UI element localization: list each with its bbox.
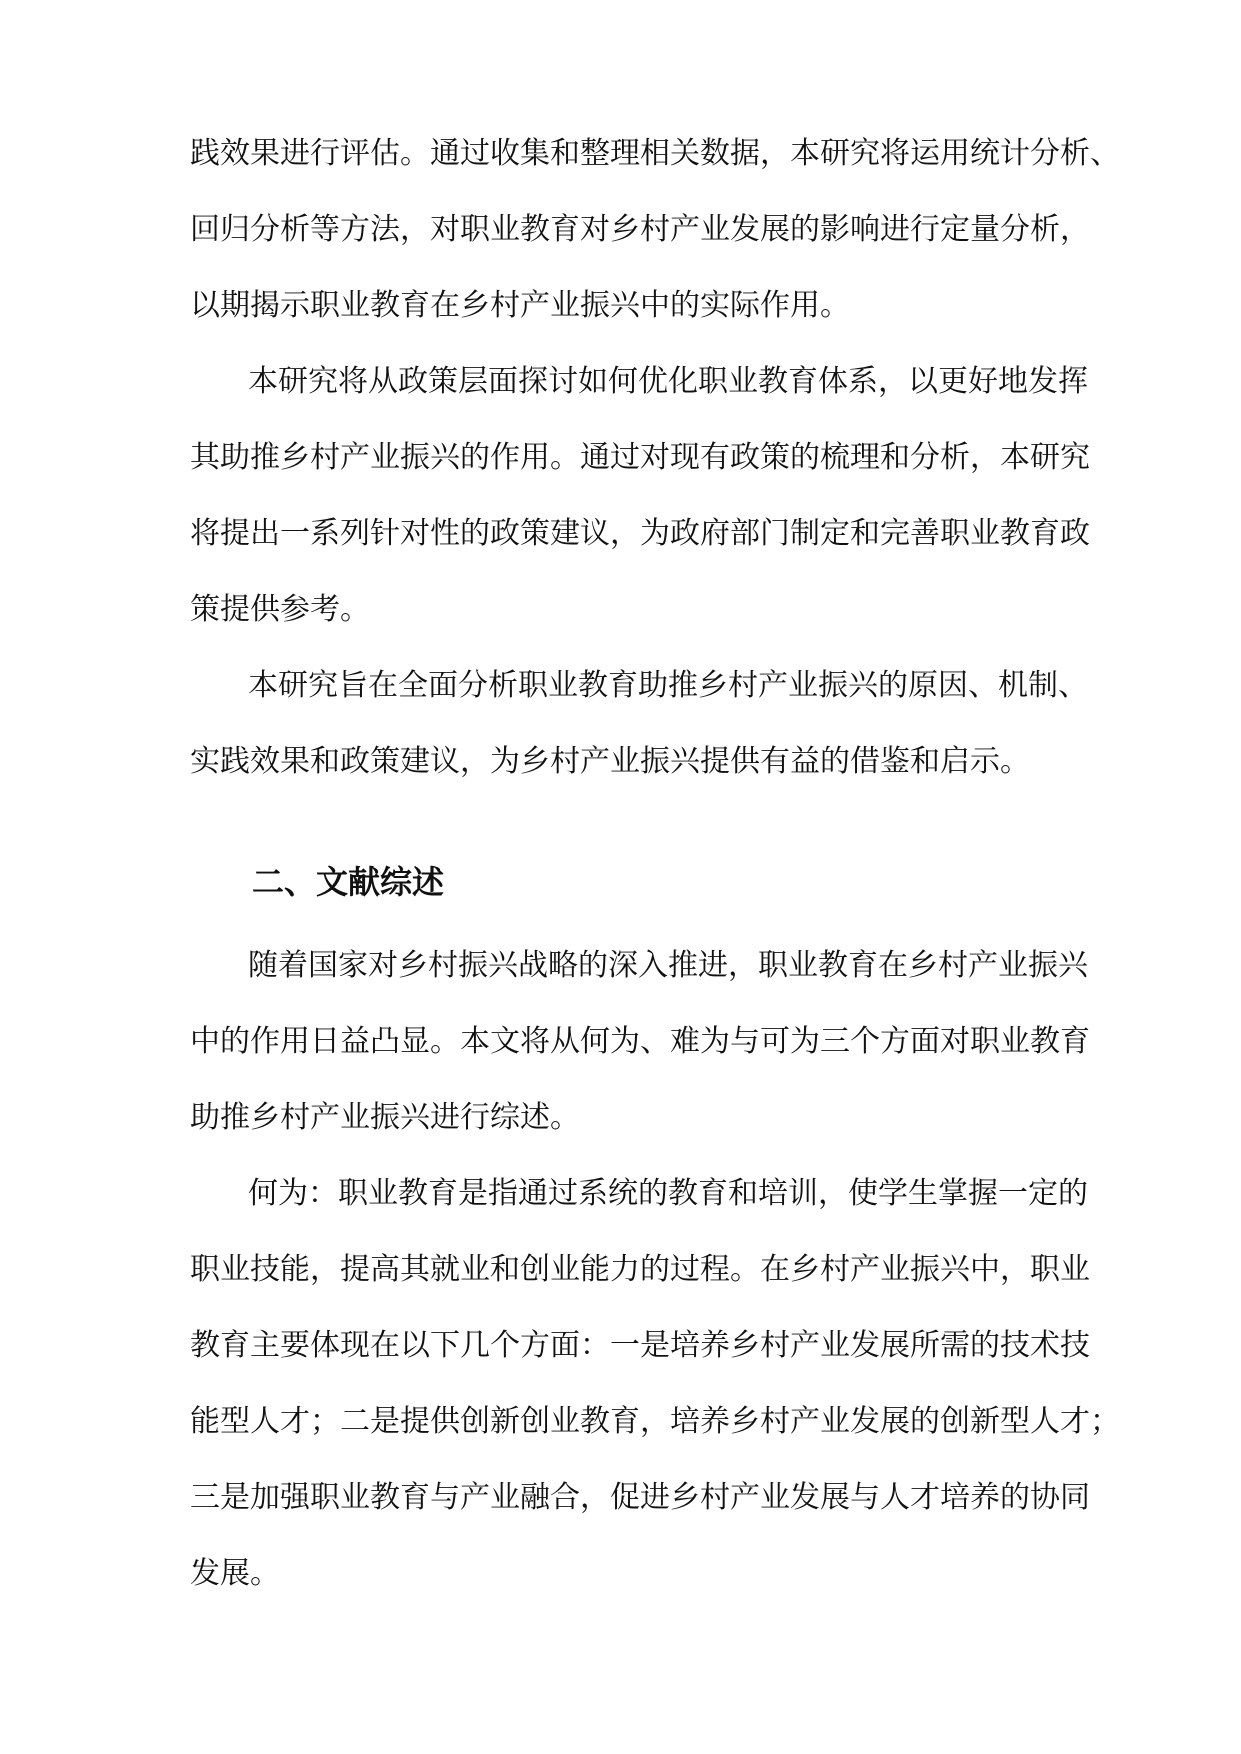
- paragraph-line: 中的作用日益凸显。本文将从何为、难为与可为三个方面对职业教育: [190, 1024, 1090, 1059]
- paragraph-line: 能型人才；二是提供创新创业教育，培养乡村产业发展的创新型人才；: [190, 1404, 1120, 1439]
- paragraph-line: 三是加强职业教育与产业融合，促进乡村产业发展与人才培养的协同: [190, 1480, 1090, 1515]
- paragraph-line: 发展。: [190, 1556, 280, 1591]
- paragraph-line: 策提供参考。: [190, 592, 370, 627]
- paragraph-line: 职业技能，提高其就业和创业能力的过程。在乡村产业振兴中，职业: [190, 1252, 1090, 1287]
- paragraph-line: 实践效果和政策建议，为乡村产业振兴提供有益的借鉴和启示。: [190, 744, 1030, 779]
- paragraph-line: 本研究将从政策层面探讨如何优化职业教育体系，以更好地发挥: [248, 364, 1088, 399]
- paragraph-line: 回归分析等方法，对职业教育对乡村产业发展的影响进行定量分析，: [190, 212, 1090, 247]
- paragraph-line: 教育主要体现在以下几个方面：一是培养乡村产业发展所需的技术技: [190, 1328, 1090, 1363]
- section-heading: 二、文献综述: [252, 863, 445, 901]
- paragraph-line: 随着国家对乡村振兴战略的深入推进，职业教育在乡村产业振兴: [248, 948, 1088, 983]
- paragraph-line: 践效果进行评估。通过收集和整理相关数据，本研究将运用统计分析、: [190, 136, 1120, 171]
- paragraph-line: 本研究旨在全面分析职业教育助推乡村产业振兴的原因、机制、: [248, 668, 1088, 703]
- paragraph-line: 其助推乡村产业振兴的作用。通过对现有政策的梳理和分析，本研究: [190, 440, 1090, 475]
- paragraph-line: 将提出一系列针对性的政策建议，为政府部门制定和完善职业教育政: [190, 516, 1090, 551]
- paragraph-line: 以期揭示职业教育在乡村产业振兴中的实际作用。: [190, 288, 850, 323]
- paragraph-line: 助推乡村产业振兴进行综述。: [190, 1100, 580, 1135]
- paragraph-line: 何为：职业教育是指通过系统的教育和培训，使学生掌握一定的: [248, 1176, 1088, 1211]
